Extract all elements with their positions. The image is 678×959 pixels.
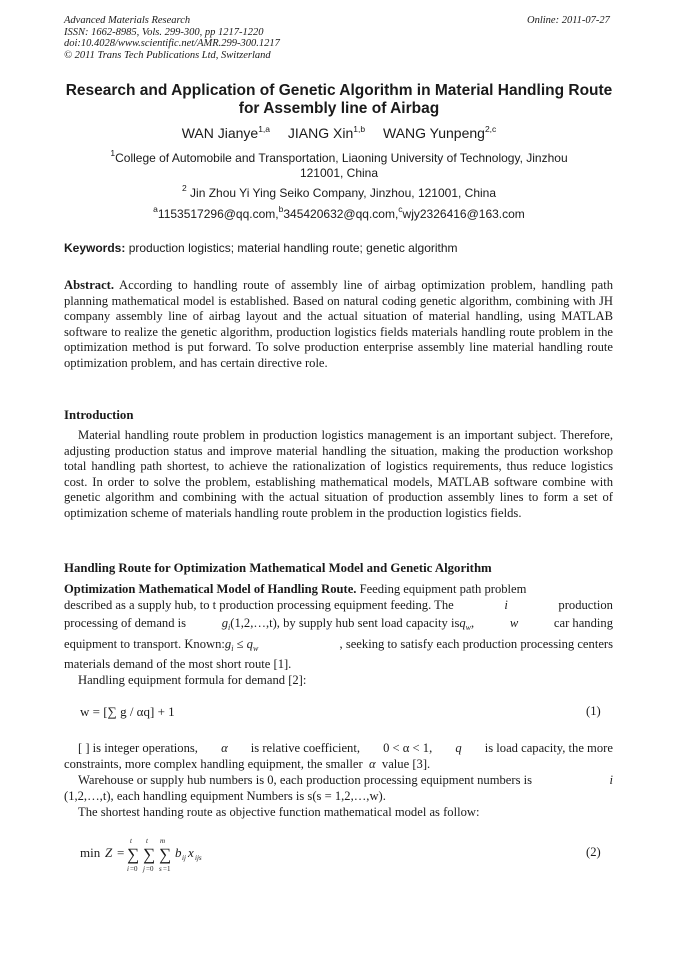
author: WAN Jianye$^{1,a}$ bbox=[181, 124, 271, 141]
paragraph-line: processing of demand is $g_i(1,2,\dots,t)$, by supply hub sent load capacity isq$_w$, w car handing bbox=[64, 616, 613, 632]
author: JIANG Xin$^{1,b}$ bbox=[287, 124, 366, 141]
author-emails: $^a$1153517296@qq.com,$^b$345420632@qq.com,$^c$wjy2326416@163.com bbox=[153, 204, 525, 221]
journal-copyright: © 2011 Trans Tech Publications Ltd, Switzerland bbox=[64, 49, 271, 61]
introduction-paragraph: Material handling route problem in production logistics management is an important subject. Therefore, adjusting production status and improve material handling the situation, making the production workshop total handling path shortest, to achieve the rationalization of logistics requirements, thus reduce logistics cost. In order to solve the problem, establishing mathematical models, MATLAB software combine with genetic algorithm and combining with the actual situation of production assembly lines to form a set of optimization scheme of materials handling route problem in the production logistics fields. bbox=[64, 428, 613, 520]
paragraph-line: described as a supply hub, to t production processing equipment feeding. The i production bbox=[64, 598, 613, 612]
paragraph-line: (1,2,…,t), each handling equipment Numbers is s(s = 1,2,…,w). bbox=[64, 789, 386, 803]
svg-text:ij: ij bbox=[182, 854, 186, 862]
keywords-label: Keywords: bbox=[64, 241, 126, 255]
paragraph-line: Handling equipment formula for demand [2]: bbox=[78, 673, 307, 687]
paper-title: Research and Application of Genetic Algorithm in Material Handling Route for Assembly line of Airbag bbox=[65, 82, 613, 117]
abstract-label: Abstract. bbox=[64, 278, 115, 292]
affiliation-2: $^2$ Jin Zhou Yi Ying Seiko Company, Jinzhou, 121001, China bbox=[181, 183, 497, 200]
svg-text:t: t bbox=[146, 837, 148, 845]
journal-issn: ISSN: 1662-8985, Vols. 299-300, pp 1217-1220 bbox=[64, 26, 264, 38]
svg-text:s: s bbox=[159, 865, 162, 873]
svg-text:=: = bbox=[117, 845, 125, 860]
equation-2 bbox=[78, 832, 218, 874]
keywords-text: production logistics; material handling route; genetic algorithm bbox=[125, 241, 458, 255]
paragraph-line: Warehouse or supply hub numbers is 0, each production processing equipment numbers is i bbox=[78, 773, 613, 787]
svg-text:min: min bbox=[80, 845, 101, 860]
author-list bbox=[60, 125, 618, 141]
svg-text:=0: =0 bbox=[146, 865, 154, 873]
affiliation-1: $^1$College of Automobile and Transportation, Liaoning University of Technology, Jinzhou 121001, China bbox=[110, 148, 568, 180]
subsection-label: Optimization Mathematical Model of Handling Route. bbox=[64, 582, 357, 596]
keywords bbox=[64, 241, 458, 255]
author: WANG Yunpeng$^{2,c}$ bbox=[383, 124, 497, 141]
svg-text:i: i bbox=[127, 865, 129, 873]
paragraph-line: [ ] is integer operations, α is relative coefficient, 0 < α < 1, q is load capacity, the more bbox=[78, 741, 613, 755]
svg-text:j: j bbox=[143, 865, 145, 873]
paragraph-line: equipment to transport. $Known:g_i \le q_w$ , seeking to satisfy each production processing centers bbox=[64, 637, 613, 653]
svg-text:=0: =0 bbox=[130, 865, 138, 873]
paragraph-line: constraints, more complex handling equipment, the smaller α value [3]. bbox=[64, 757, 431, 771]
svg-text:t: t bbox=[130, 837, 132, 845]
svg-text:∑: ∑ bbox=[127, 845, 140, 864]
section-heading-model: Handling Route for Optimization Mathematical Model and Genetic Algorithm bbox=[64, 561, 492, 575]
abstract-text: According to handling route of assembly line of airbag optimization problem, handling path planning mathematical model is established. Based on natural coding genetic algorithm, combining with JH company assembly line of airbag layout and the actual situation of material handling, using MATLAB software to realize the genetic algorithm, production logistics fields materials handling route problem in the optimization method is put forward. To solve production enterprise assembly line material handling route optimization problem, and has certain directive role. bbox=[64, 278, 613, 370]
svg-text:∑: ∑ bbox=[159, 845, 172, 864]
online-date: Online: 2011-07-27 bbox=[527, 15, 610, 26]
svg-text:ijs: ijs bbox=[195, 854, 202, 862]
equation-1: w = [∑ g / αq] + 1 bbox=[80, 704, 175, 719]
paragraph-line: materials demand of the most short route [1]. bbox=[64, 657, 292, 671]
svg-text:b: b bbox=[175, 845, 182, 860]
journal-name: Advanced Materials Research bbox=[64, 15, 191, 26]
abstract bbox=[64, 278, 613, 372]
svg-text:=1: =1 bbox=[163, 865, 171, 873]
svg-text:m: m bbox=[160, 837, 166, 845]
journal-doi: doi:10.4028/www.scientific.net/AMR.299-300.1217 bbox=[64, 38, 280, 49]
section-heading-introduction: Introduction bbox=[64, 408, 134, 422]
paragraph-line: The shortest handing route as objective function mathematical model as follow: bbox=[78, 805, 480, 819]
svg-text:Z: Z bbox=[105, 845, 113, 860]
journal-header bbox=[64, 15, 280, 61]
equation-1-number: (1) bbox=[586, 704, 601, 718]
svg-text:∑: ∑ bbox=[143, 845, 156, 864]
svg-text:x: x bbox=[188, 845, 194, 860]
equation-2-number: (2) bbox=[586, 845, 601, 859]
subsection-paragraph-line: Optimization Mathematical Model of Handling Route. Feeding equipment path problem bbox=[64, 582, 527, 596]
